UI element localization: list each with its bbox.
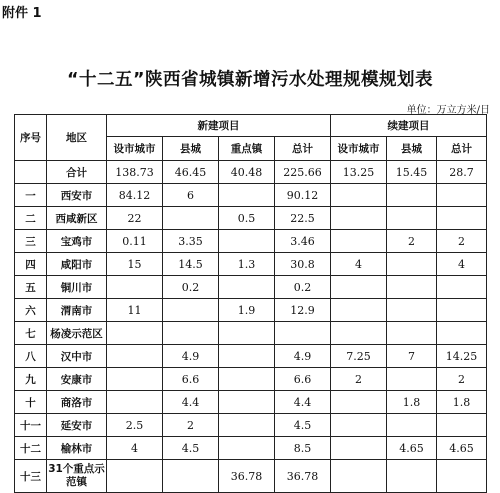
table-cell — [387, 368, 437, 391]
table-cell: 4 — [437, 253, 487, 276]
table-cell — [219, 368, 275, 391]
header-new-projects: 新建项目 — [107, 115, 331, 137]
table-cell: 1.3 — [219, 253, 275, 276]
row-number: 十 — [15, 391, 47, 414]
table-cell: 36.78 — [275, 460, 331, 493]
table-cell: 12.9 — [275, 299, 331, 322]
header-cont-total: 总计 — [437, 137, 487, 161]
table-cell: 22.5 — [275, 207, 331, 230]
region-name: 宝鸡市 — [47, 230, 107, 253]
table-cell: 2 — [163, 414, 219, 437]
row-number: 十二 — [15, 437, 47, 460]
total-value: 46.45 — [163, 161, 219, 184]
table-cell — [437, 184, 487, 207]
attachment-label: 附件 1 — [2, 6, 42, 21]
table-cell — [437, 322, 487, 345]
table-row — [15, 345, 487, 368]
table-cell: 1.8 — [437, 391, 487, 414]
table-cell: 4.4 — [163, 391, 219, 414]
row-number: 五 — [15, 276, 47, 299]
table-cell — [331, 414, 387, 437]
table-cell — [437, 299, 487, 322]
table-cell — [437, 414, 487, 437]
table-cell — [219, 391, 275, 414]
table-cell: 22 — [107, 207, 163, 230]
header-new-key-town: 重点镇 — [219, 137, 275, 161]
table-cell — [219, 276, 275, 299]
table-row — [15, 299, 487, 322]
table-cell — [331, 230, 387, 253]
table-cell: 1.8 — [387, 391, 437, 414]
table-cell — [107, 345, 163, 368]
table-row — [15, 184, 487, 207]
region-name: 铜川市 — [47, 276, 107, 299]
region-name: 杨凌示范区 — [47, 322, 107, 345]
table-cell — [437, 460, 487, 493]
total-label: 合计 — [47, 161, 107, 184]
table-cell: 7 — [387, 345, 437, 368]
header-continuing-projects: 续建项目 — [331, 115, 487, 137]
table-cell — [437, 276, 487, 299]
table-cell — [387, 299, 437, 322]
table-cell: 2 — [387, 230, 437, 253]
table-cell — [331, 184, 387, 207]
row-number: 六 — [15, 299, 47, 322]
table-cell: 3.35 — [163, 230, 219, 253]
total-value: 15.45 — [387, 161, 437, 184]
table-cell — [219, 184, 275, 207]
table-cell: 84.12 — [107, 184, 163, 207]
table-cell: 4.4 — [275, 391, 331, 414]
table-cell — [331, 322, 387, 345]
header-new-city: 设市城市 — [107, 137, 163, 161]
table-cell: 4.5 — [163, 437, 219, 460]
table-cell: 6.6 — [163, 368, 219, 391]
row-number: 七 — [15, 322, 47, 345]
header-new-total: 总计 — [275, 137, 331, 161]
table-cell — [387, 414, 437, 437]
total-row — [15, 161, 487, 184]
total-no-cell — [15, 161, 47, 184]
header-new-county: 县城 — [163, 137, 219, 161]
table-cell — [163, 299, 219, 322]
table-cell — [163, 207, 219, 230]
table-cell — [387, 322, 437, 345]
row-number: 三 — [15, 230, 47, 253]
table-cell: 7.25 — [331, 345, 387, 368]
table-row — [15, 322, 487, 345]
region-name: 渭南市 — [47, 299, 107, 322]
header-row-1 — [15, 115, 487, 137]
region-name: 西安市 — [47, 184, 107, 207]
table-cell: 0.2 — [275, 276, 331, 299]
table-cell — [107, 368, 163, 391]
table-cell: 4 — [331, 253, 387, 276]
table-cell: 6.6 — [275, 368, 331, 391]
header-region: 地区 — [47, 115, 107, 161]
table-cell — [387, 253, 437, 276]
table-row — [15, 460, 487, 493]
table-cell — [331, 207, 387, 230]
table-cell: 36.78 — [219, 460, 275, 493]
table-cell: 15 — [107, 253, 163, 276]
total-value: 40.48 — [219, 161, 275, 184]
row-number: 九 — [15, 368, 47, 391]
total-value: 138.73 — [107, 161, 163, 184]
table-row — [15, 391, 487, 414]
table-cell — [387, 276, 437, 299]
header-cont-city: 设市城市 — [331, 137, 387, 161]
table-cell: 2.5 — [107, 414, 163, 437]
table-cell — [387, 460, 437, 493]
region-name: 汉中市 — [47, 345, 107, 368]
table-cell — [107, 391, 163, 414]
region-name: 延安市 — [47, 414, 107, 437]
region-name: 咸阳市 — [47, 253, 107, 276]
header-cont-county: 县城 — [387, 137, 437, 161]
table-cell — [107, 322, 163, 345]
table-cell: 11 — [107, 299, 163, 322]
row-number: 八 — [15, 345, 47, 368]
table-cell: 4.65 — [387, 437, 437, 460]
row-number: 十一 — [15, 414, 47, 437]
table-cell — [331, 299, 387, 322]
region-name: 31个重点示范镇 — [47, 460, 107, 493]
table-cell: 1.9 — [219, 299, 275, 322]
table-cell: 0.5 — [219, 207, 275, 230]
table-cell — [437, 207, 487, 230]
planning-table — [14, 114, 487, 493]
table-cell — [163, 460, 219, 493]
region-name: 商洛市 — [47, 391, 107, 414]
table-cell — [219, 345, 275, 368]
table-row — [15, 207, 487, 230]
region-name: 榆林市 — [47, 437, 107, 460]
table-cell — [331, 276, 387, 299]
table-cell: 0.2 — [163, 276, 219, 299]
table-row — [15, 230, 487, 253]
table-cell — [275, 322, 331, 345]
table-cell — [219, 322, 275, 345]
table-cell — [219, 230, 275, 253]
table-row — [15, 276, 487, 299]
table-row — [15, 414, 487, 437]
table-cell — [331, 437, 387, 460]
table-cell: 6 — [163, 184, 219, 207]
table-cell: 4.5 — [275, 414, 331, 437]
region-name: 安康市 — [47, 368, 107, 391]
table-cell — [387, 207, 437, 230]
row-number: 一 — [15, 184, 47, 207]
table-cell: 4 — [107, 437, 163, 460]
table-cell — [219, 437, 275, 460]
table-cell — [331, 391, 387, 414]
total-value: 225.66 — [275, 161, 331, 184]
table-cell: 4.9 — [275, 345, 331, 368]
table-row — [15, 368, 487, 391]
row-number: 四 — [15, 253, 47, 276]
table-cell: 4.9 — [163, 345, 219, 368]
table-cell: 30.8 — [275, 253, 331, 276]
total-value: 28.7 — [437, 161, 487, 184]
document-title: “十二五”陕西省城镇新增污水处理规模规划表 — [66, 70, 433, 90]
table-cell: 14.5 — [163, 253, 219, 276]
unit-label: 单位：万立方米/日 — [406, 105, 490, 116]
table-cell: 2 — [437, 230, 487, 253]
table-cell — [107, 460, 163, 493]
table-cell: 8.5 — [275, 437, 331, 460]
table-cell — [331, 460, 387, 493]
header-no: 序号 — [15, 115, 47, 161]
table-cell: 0.11 — [107, 230, 163, 253]
row-number: 十三 — [15, 460, 47, 493]
table-cell — [219, 414, 275, 437]
table-cell: 3.46 — [275, 230, 331, 253]
table-cell — [387, 184, 437, 207]
total-value: 13.25 — [331, 161, 387, 184]
table-cell: 90.12 — [275, 184, 331, 207]
region-name: 西咸新区 — [47, 207, 107, 230]
table-row — [15, 253, 487, 276]
table-cell: 14.25 — [437, 345, 487, 368]
row-number: 二 — [15, 207, 47, 230]
table-cell — [107, 276, 163, 299]
table-row — [15, 437, 487, 460]
table-cell: 2 — [331, 368, 387, 391]
table-cell: 4.65 — [437, 437, 487, 460]
table-cell: 2 — [437, 368, 487, 391]
table-cell — [163, 322, 219, 345]
